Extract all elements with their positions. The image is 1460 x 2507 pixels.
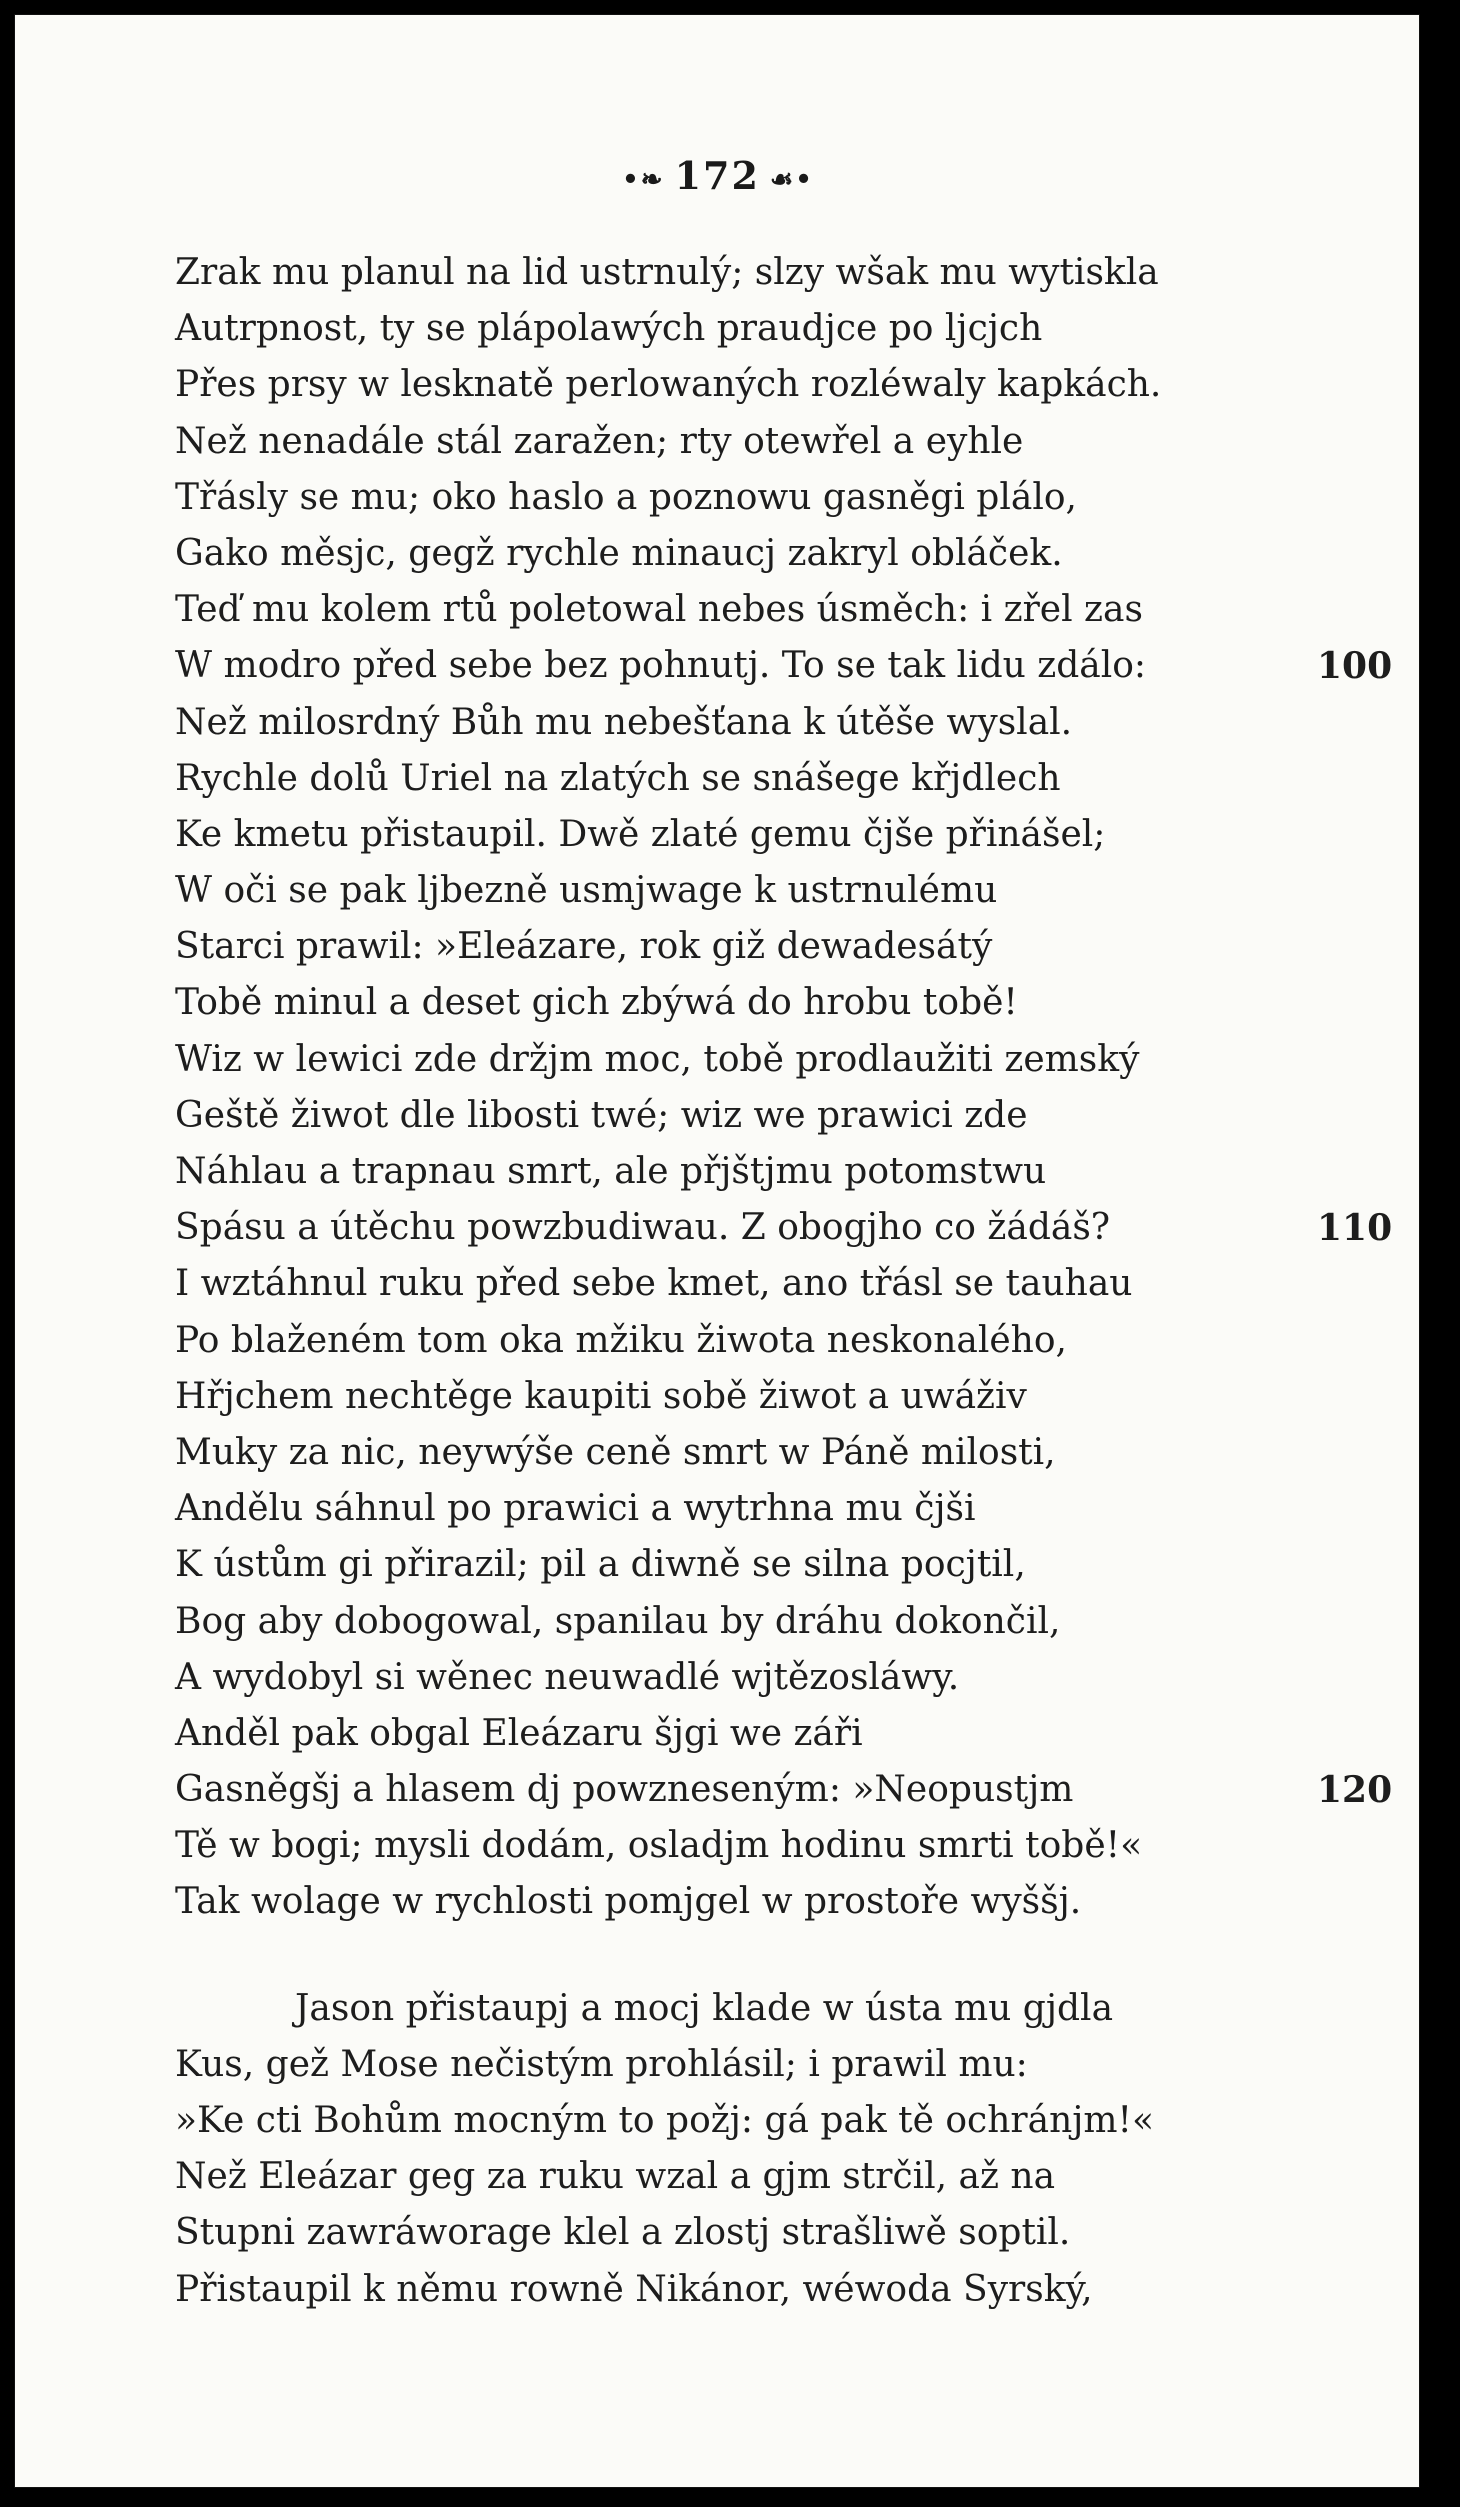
verse-text: Třásly se mu; oko haslo a poznowu gasněgi plálo, xyxy=(175,476,1077,518)
verse-line xyxy=(175,1650,1375,1706)
verse-line xyxy=(175,526,1375,582)
verse-text: Než milosrdný Bůh mu nebešťana k útěše wyslal. xyxy=(175,701,1073,743)
verse-text: Gako měsjc, gegž rychle minaucj zakryl obláček. xyxy=(175,532,1063,574)
verse-text: Po blaženém tom oka mžiku žiwota neskonalého, xyxy=(175,1319,1067,1361)
verse-line xyxy=(175,470,1375,526)
verse-text: »Ke cti Bohům mocným to požj: gá pak tě ochránjm!« xyxy=(175,2100,1155,2141)
verse-text: Autrpnost, ty se plápolawých praudjce po ljcjch xyxy=(175,308,1043,350)
ornament-left-icon: •❧ xyxy=(622,164,665,195)
ornament-right-icon: ☙• xyxy=(769,164,814,195)
verse-line xyxy=(175,919,1375,975)
verse-line xyxy=(175,2093,1375,2149)
verse-line xyxy=(175,1200,1393,1256)
verse-line xyxy=(175,1874,1375,1930)
verse-line xyxy=(175,1369,1375,1425)
verse-text: Než Eleázar geg za ruku wzal a gjm strčil, až na xyxy=(175,2156,1056,2198)
verse-text: Náhlau a trapnau smrt, ale přjštjmu potomstwu xyxy=(175,1151,1047,1192)
verse-text: Rychle dolů Uriel na zlatých se snášege křjdlech xyxy=(175,757,1061,799)
stanza-gap xyxy=(175,1931,1375,1981)
stanza-1 xyxy=(175,245,1393,1931)
stanza-2 xyxy=(175,1981,1375,2318)
line-number: 100 xyxy=(1317,645,1393,688)
verse-line xyxy=(175,245,1375,301)
book-page xyxy=(14,14,1420,2488)
verse-line xyxy=(175,1256,1375,1312)
verse-text: Tak wolage w rychlosti pomjgel w prostoře wyššj. xyxy=(175,1881,1082,1923)
verse-text: Tobě minul a deset gich zbýwá do hrobu tobě! xyxy=(175,982,1018,1024)
verse-line xyxy=(175,2037,1375,2093)
page-number: 172 xyxy=(674,153,760,198)
verse-text: Teď mu kolem rtů poletowal nebes úsměch: i zřel zas xyxy=(175,589,1143,631)
verse-line xyxy=(175,357,1375,413)
verse-line xyxy=(175,1481,1375,1537)
verse-line xyxy=(175,2262,1375,2318)
verse-line xyxy=(175,1088,1375,1144)
verse-text: Přes prsy w lesknatě perlowaných rozléwaly kapkách. xyxy=(175,364,1162,406)
verse-line xyxy=(175,414,1375,470)
verse-line xyxy=(175,582,1375,638)
line-number: 120 xyxy=(1317,1769,1393,1812)
page-header xyxy=(15,153,1421,198)
verse-text: Bog aby dobogowal, spanilau by dráhu dokončil, xyxy=(175,1600,1061,1642)
verse-text: A wydobyl si wěnec neuwadlé wjtězosláwy. xyxy=(175,1656,960,1698)
verse-line xyxy=(175,1313,1375,1369)
verse-line xyxy=(175,1594,1375,1650)
line-number: 110 xyxy=(1317,1207,1393,1250)
verse-text: Spásu a útěchu powzbudiwau. Z obogjho co žádáš? xyxy=(175,1207,1111,1249)
verse-line xyxy=(175,751,1375,807)
verse-line xyxy=(175,1144,1375,1200)
verse-text: Anděl pak obgal Eleázaru šjgi we záři xyxy=(175,1712,863,1754)
verse-line xyxy=(175,695,1375,751)
verse-text: Kus, gež Mose nečistým prohlásil; i prawil mu: xyxy=(175,2043,1028,2085)
verse-line xyxy=(175,1981,1375,2037)
verse-text: Stupni zawráworage klel a zlostj strašliwě soptil. xyxy=(175,2212,1071,2254)
verse-line xyxy=(175,863,1375,919)
verse-line xyxy=(175,638,1393,694)
verse-line xyxy=(175,1032,1375,1088)
verse-text: Geště žiwot dle libosti twé; wiz we prawici zde xyxy=(175,1094,1028,1136)
verse-text: Andělu sáhnul po prawici a wytrhna mu čjši xyxy=(175,1488,976,1530)
verse-text: Muky za nic, neywýše ceně smrt w Páně milosti, xyxy=(175,1431,1056,1473)
verse-line xyxy=(175,1425,1375,1481)
verse-text: K ústům gi přirazil; pil a diwně se silna pocjtil, xyxy=(175,1544,1026,1586)
verse-line xyxy=(175,1537,1375,1593)
verse-text: Wiz w lewici zde držjm moc, tobě prodlaužiti zemský xyxy=(175,1038,1140,1080)
verse-text: Jason přistaupj a mocj klade w ústa mu gjdla xyxy=(295,1987,1114,2029)
verse-line xyxy=(175,1818,1375,1874)
verse-text: Hřjchem nechtěge kaupiti sobě žiwot a uwáživ xyxy=(175,1375,1027,1417)
verse-line xyxy=(175,975,1375,1031)
verse-line xyxy=(175,2205,1375,2261)
verse-line xyxy=(175,1762,1393,1818)
verse-text: Gasněgšj a hlasem dj powzneseným: »Neopustjm xyxy=(175,1769,1074,1811)
verse-line xyxy=(175,2149,1375,2205)
verse-text: Zrak mu planul na lid ustrnulý; slzy wšak mu wytiskla xyxy=(175,252,1159,293)
verse-text: I wztáhnul ruku před sebe kmet, ano třásl se tauhau xyxy=(175,1263,1133,1305)
verse-text: Tě w bogi; mysli dodám, osladjm hodinu smrti tobě!« xyxy=(175,1825,1143,1867)
verse-text: Ke kmetu přistaupil. Dwě zlaté gemu čjše přinášel; xyxy=(175,813,1106,855)
verse-text: W modro před sebe bez pohnutj. To se tak lidu zdálo: xyxy=(175,645,1147,687)
verse-text: Starci prawil: »Eleázare, rok giž dewadesátý xyxy=(175,926,993,968)
verse-line xyxy=(175,807,1375,863)
verse-line xyxy=(175,1706,1375,1762)
verse-text: Než nenadále stál zaražen; rty otewřel a eyhle xyxy=(175,420,1024,462)
verse-line xyxy=(175,301,1375,357)
verse-text: W oči se pak ljbezně usmjwage k ustrnulému xyxy=(175,870,998,912)
verse-text: Přistaupil k němu rowně Nikánor, wéwoda Syrský, xyxy=(175,2268,1093,2310)
poem-text xyxy=(175,245,1393,2318)
